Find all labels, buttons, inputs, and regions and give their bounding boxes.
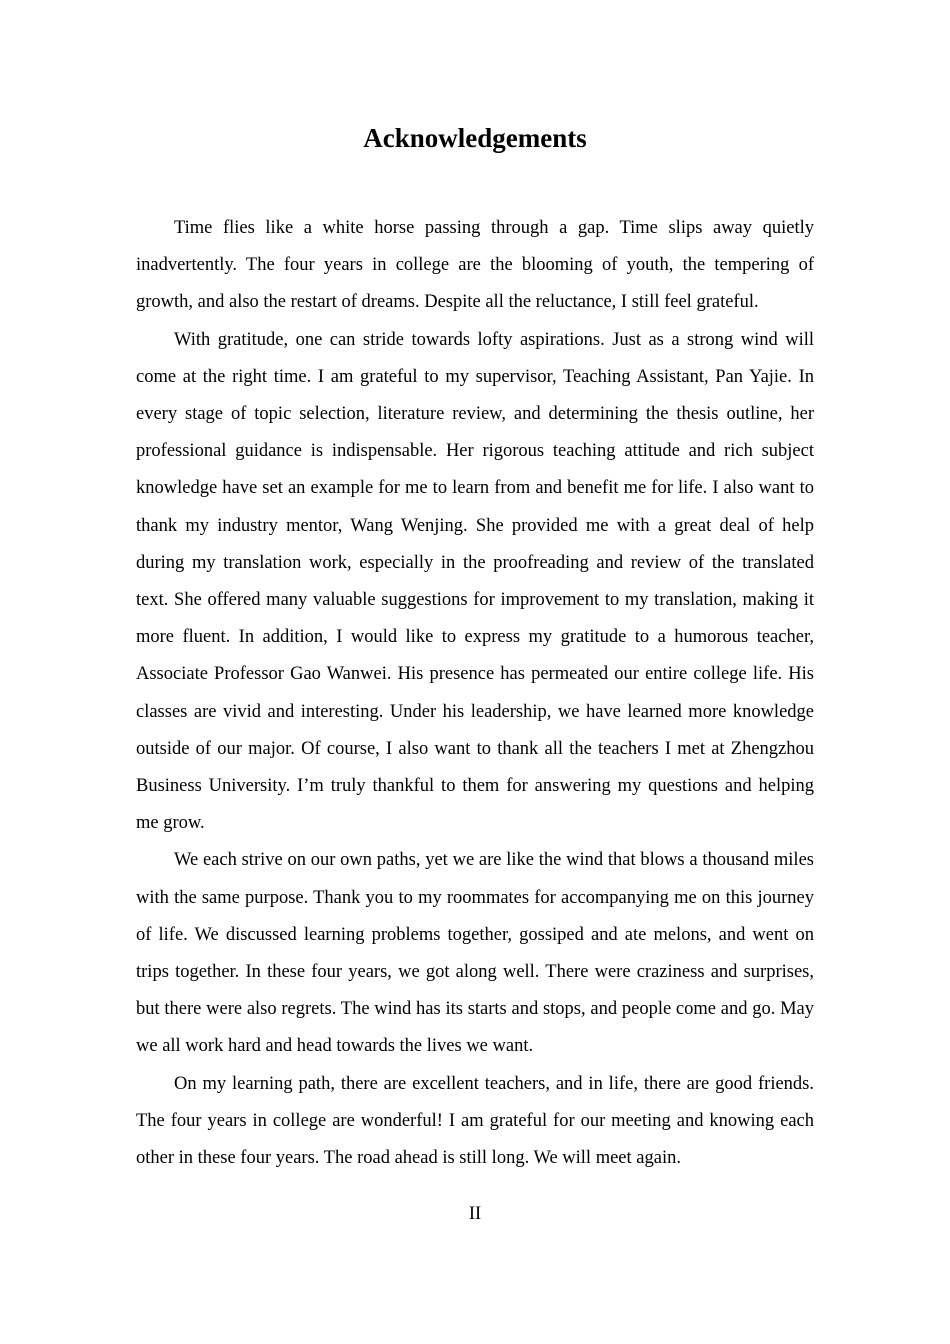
paragraph-4: On my learning path, there are excellent teachers, and in life, there are good friends. The four years in college are wonderful! I am grateful for our meeting and knowing each other in these four years. The road ahead is still long. We will meet again. xyxy=(136,1073,814,1169)
paragraph-3: We each strive on our own paths, yet we are like the wind that blows a thousand miles with the same purpose. Thank you to my roommates for accompanying me on this journey of life. We discussed learning problems together, gossiped and ate melons, and went on trips together. In these four years, we got along well. There were craziness and surprises, but there were also regrets. The wind has its starts and stops, and people come and go. May we all work hard and head towards the lives we want. xyxy=(136,850,814,1057)
paragraph-2: With gratitude, one can stride towards lofty aspirations. Just as a strong wind will come at the right time. I am grateful to my supervisor, Teaching Assistant, Pan Yajie. In every stage of topic selection, literature review, and determining the thesis outline, her professional guidance is indispensable. Her rigorous teaching attitude and rich subject knowledge have set an example for me to learn from and benefit me for life. I also want to thank my industry mentor, Wang Wenjing. She provided me with a great deal of help during my translation work, especially in the proofreading and review of the translated text. She offered many valuable suggestions for improvement to my translation, making it more fluent. In addition, I would like to express my gratitude to a humorous teacher, Associate Professor Gao Wanwei. His presence has permeated our entire college life. His classes are vivid and interesting. Under his leadership, we have learned more knowledge outside of our major. Of course, I also want to thank all the teachers I met at Zhengzhou Business University. I’m truly thankful to them for answering my questions and helping me grow. xyxy=(136,329,814,834)
paragraph-1: Time flies like a white horse passing through a gap. Time slips away quietly inadvertently. The four years in college are the blooming of youth, the tempering of growth, and also the restart of dreams. Despite all the reluctance, I still feel grateful. xyxy=(136,218,814,313)
page-title: Acknowledgements xyxy=(363,123,587,153)
page-number: II xyxy=(468,1204,482,1224)
acknowledgements-body xyxy=(136,210,814,1177)
